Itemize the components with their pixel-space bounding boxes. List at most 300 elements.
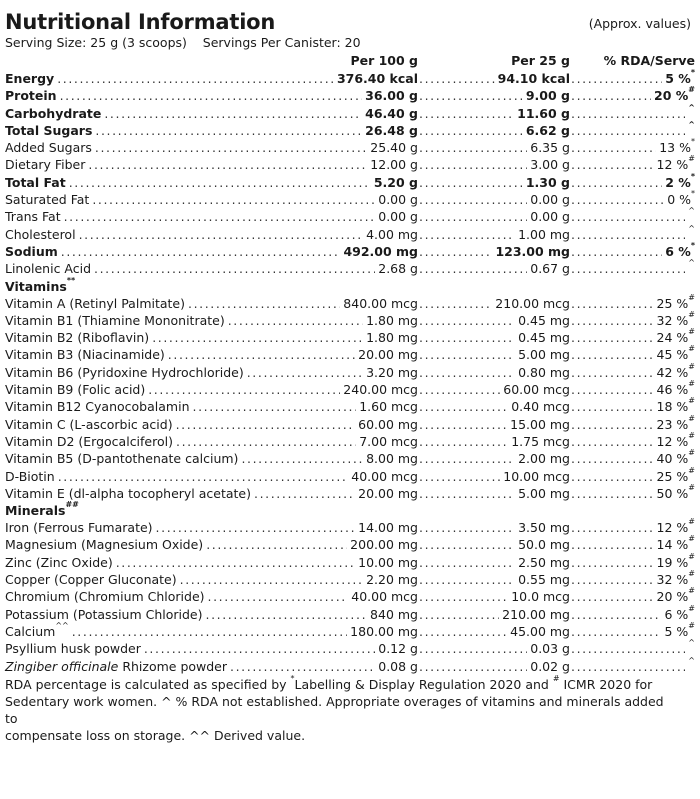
per25-value: 210.00 mg	[502, 606, 570, 622]
leader-dots	[143, 640, 375, 657]
nutrient-name	[5, 87, 57, 104]
rda-mark: #	[688, 396, 695, 406]
leader-dots	[570, 312, 654, 329]
nutrient-name-text: Trans Fat	[5, 209, 61, 225]
column-headers	[5, 52, 695, 70]
per100-value: 40.00 mcg	[351, 468, 418, 484]
per25-value: 0.55 mg	[518, 572, 570, 588]
name-mark: ^^	[55, 620, 69, 630]
per25-value: 0.00 g	[530, 192, 570, 208]
footnote-text-1a: RDA percentage is calculated as specified by	[5, 676, 291, 692]
nutrient-name-text: Vitamin B1 (Thiamine Mononitrate)	[5, 312, 225, 328]
leader-dots	[57, 468, 349, 485]
per100-value: 3.20 mg	[366, 364, 418, 380]
rda-mark: #	[688, 465, 695, 475]
per100-value: 8.00 mg	[366, 451, 418, 467]
per25-value: 11.60 g	[517, 105, 570, 121]
leader-dots	[179, 571, 363, 588]
leader-dots	[418, 433, 508, 450]
per100-value: 2.68 g	[378, 261, 418, 277]
per100-value: 840.00 mcg	[343, 295, 418, 311]
rda-mark: #	[688, 534, 695, 544]
nutrient-name-text: Vitamin B9 (Folic acid)	[5, 382, 146, 398]
nutrient-name	[5, 606, 203, 623]
per25-value: 1.30 g	[525, 174, 570, 190]
leader-dots	[418, 70, 495, 87]
nutrient-name	[5, 364, 244, 381]
nutrient-name	[5, 450, 238, 467]
nutrient-name-text: Protein	[5, 88, 57, 104]
footnote-text-1b: Labelling & Display Regulation 2020 and	[294, 676, 553, 692]
rda-text: 32 %	[656, 572, 689, 588]
leader-dots	[192, 398, 357, 415]
leader-dots	[570, 156, 654, 173]
rda-mark: ^	[688, 223, 695, 233]
leader-dots	[167, 346, 355, 363]
table-row	[5, 309, 695, 329]
nutrient-name	[5, 536, 203, 553]
per100-value: 1.80 mg	[366, 330, 418, 346]
rda-text: 42 %	[656, 364, 689, 380]
leader-dots	[570, 191, 664, 208]
table-row	[5, 655, 695, 675]
rda-mark: #	[688, 309, 695, 319]
nutrient-name-text: Psyllium husk powder	[5, 641, 141, 657]
rda-mark: #	[688, 430, 695, 440]
nutrient-name-text: Saturated Fat	[5, 192, 90, 208]
per25-value: 3.00 g	[530, 157, 570, 173]
leader-dots	[418, 450, 515, 467]
table-row	[5, 536, 695, 553]
leader-dots	[418, 364, 515, 381]
table-row	[5, 640, 695, 657]
leader-dots	[175, 416, 356, 433]
leader-dots	[570, 105, 685, 122]
leader-dots	[93, 260, 375, 277]
leader-dots	[418, 122, 523, 139]
nutrient-name-text: Potassium (Potassium Chloride)	[5, 606, 203, 622]
rda-mark: #	[688, 482, 695, 492]
per25-value: 0.40 mcg	[511, 399, 570, 415]
rda-text: 2 %	[665, 174, 691, 190]
rda-mark: #	[688, 292, 695, 302]
leader-dots	[418, 536, 515, 553]
leader-dots	[418, 139, 527, 156]
nutrient-name-text: Vitamin D2 (Ergocalciferol)	[5, 433, 173, 449]
nutrient-name-text: D-Biotin	[5, 468, 55, 484]
nutrient-name	[5, 122, 92, 139]
nutrient-name-text: Vitamin B5 (D-pantothenate calcium)	[5, 451, 239, 467]
per25-value: 6.35 g	[530, 140, 570, 156]
leader-dots	[418, 468, 500, 485]
table-row	[5, 102, 695, 122]
leader-dots	[570, 139, 656, 156]
nutrient-name	[5, 329, 149, 346]
table-row	[5, 119, 695, 139]
leader-dots	[78, 226, 364, 243]
leader-dots	[570, 295, 654, 312]
table-row	[5, 398, 695, 415]
rda-mark: ^	[688, 206, 695, 216]
rda-header: % RDA/Serve	[603, 53, 695, 68]
leader-dots	[418, 295, 492, 312]
table-row	[5, 381, 695, 398]
nutrient-name	[5, 519, 153, 536]
table-row	[5, 139, 695, 156]
page-title: Nutritional Information	[5, 10, 276, 34]
per100-value: 10.00 mg	[358, 554, 418, 570]
rda-text: 12 %	[656, 520, 689, 536]
rda-mark: #	[688, 448, 695, 458]
nutrient-name-text: Energy	[5, 71, 55, 86]
leader-dots	[240, 450, 363, 467]
nutrient-name-text: Carbohydrate	[5, 105, 102, 121]
nutrient-name-text: Cholesterol	[5, 226, 76, 242]
nutrient-name-text: Copper (Copper Gluconate)	[5, 572, 177, 588]
rda-mark: *	[691, 189, 695, 199]
footnote-line-2: Sedentary work women. ^ % RDA not established. Appropriate overages of vitamins and minerals added to	[5, 693, 664, 726]
nutrient-name-text: Vitamin B12 Cyanocobalamin	[5, 399, 190, 415]
rda-text: 25 %	[656, 468, 689, 484]
per100-value: 40.00 mcg	[351, 589, 418, 605]
leader-dots	[205, 536, 347, 553]
leader-dots	[94, 139, 367, 156]
leader-dots	[418, 588, 508, 605]
rda-text: 40 %	[656, 451, 689, 467]
leader-dots	[570, 364, 654, 381]
table-row	[5, 361, 695, 381]
rda-mark: #	[688, 551, 695, 561]
rda-mark: ^	[688, 655, 695, 665]
nutrient-name	[5, 105, 101, 122]
per100-value: 7.00 mcg	[359, 433, 418, 449]
per100-value: 1.80 mg	[366, 312, 418, 328]
nutrient-name-text: Vitamin C (L-ascorbic acid)	[5, 416, 173, 432]
leader-dots	[253, 485, 355, 502]
macro-rows	[5, 70, 695, 278]
rda-text: 19 %	[656, 554, 689, 570]
nutrient-name-text: Zinc (Zinc Oxide)	[5, 554, 113, 570]
rda-text: 20 %	[656, 589, 689, 605]
per100-value: 25.40 g	[370, 140, 418, 156]
rda-mark: *	[690, 68, 695, 77]
leader-dots	[418, 156, 527, 173]
footnote-line-1	[5, 673, 675, 693]
nutrient-name	[5, 312, 225, 329]
table-row	[5, 191, 695, 208]
leader-dots	[63, 208, 376, 225]
leader-dots	[175, 433, 356, 450]
leader-dots	[229, 658, 375, 675]
leader-dots	[570, 640, 685, 657]
table-row	[5, 450, 695, 467]
leader-dots	[418, 312, 515, 329]
nutrient-name	[5, 243, 58, 260]
leader-dots	[418, 416, 507, 433]
per25-value: 9.00 g	[525, 88, 570, 104]
rda-text: 20 %	[654, 88, 689, 104]
leader-dots	[91, 191, 375, 208]
leader-dots	[570, 226, 685, 243]
nutrient-name	[5, 191, 89, 208]
leader-dots	[570, 70, 662, 87]
table-row	[5, 70, 695, 87]
leader-dots	[418, 226, 515, 243]
rda-text: 14 %	[656, 537, 689, 553]
leader-dots	[60, 243, 341, 260]
footnote-line-3: compensate loss on storage. ^^ Derived value.	[5, 727, 306, 743]
title-row	[5, 6, 695, 34]
rda-mark: ^	[688, 102, 695, 112]
nutrient-name-text: Magnesium (Magnesium Oxide)	[5, 537, 204, 553]
leader-dots	[570, 658, 685, 675]
per100-value: 14.00 mg	[358, 520, 418, 536]
leader-dots	[418, 398, 508, 415]
rda-mark: *	[690, 240, 695, 250]
table-row	[5, 519, 695, 536]
nutrient-name-text: Vitamin E (dl-alpha tocopheryl acetate)	[5, 485, 251, 501]
table-row	[5, 571, 695, 588]
per100-value: 492.00 mg	[343, 243, 418, 259]
nutrient-name-text: Vitamin A (Retinyl Palmitate)	[5, 295, 185, 311]
per100-value: 0.00 g	[378, 209, 418, 225]
rda-text: 32 %	[656, 312, 689, 328]
per25-value: 10.0 mcg	[511, 589, 570, 605]
table-row	[5, 588, 695, 605]
rda-text: 6 %	[665, 243, 691, 259]
vitamin-rows	[5, 292, 695, 503]
leader-dots	[418, 658, 527, 675]
rda-value	[686, 655, 695, 675]
nutrient-name	[5, 295, 185, 312]
per25-value: 10.00 mcg	[503, 468, 570, 484]
minerals-heading	[5, 502, 695, 519]
per25-value: 60.00 mcg	[503, 382, 570, 398]
per100-value: 2.20 mg	[366, 572, 418, 588]
leader-dots	[570, 381, 654, 398]
rda-mark: #	[688, 413, 695, 423]
rda-mark: #	[688, 569, 695, 579]
leader-dots	[570, 329, 654, 346]
leader-dots	[207, 588, 349, 605]
rda-value	[655, 156, 695, 173]
nutrient-name	[5, 381, 145, 398]
minerals-title: Minerals	[5, 503, 66, 519]
table-row	[5, 465, 695, 485]
per25-value: 50.0 mg	[518, 537, 570, 553]
rda-mark: ^	[688, 119, 695, 129]
minerals-mark: ##	[65, 500, 79, 510]
nutrient-name	[5, 468, 55, 485]
per25-value: 0.45 mg	[518, 312, 570, 328]
rda-mark: *	[690, 171, 695, 181]
per25-value: 0.80 mg	[518, 364, 570, 380]
table-row	[5, 603, 695, 623]
leader-dots	[418, 243, 492, 260]
nutrient-name	[5, 658, 227, 675]
leader-dots	[570, 468, 654, 485]
rda-mark: #	[688, 344, 695, 354]
nutrient-name-text: Sodium	[5, 243, 58, 259]
per100-value: 0.12 g	[378, 641, 418, 657]
approx-note: (Approx. values)	[588, 16, 691, 31]
per100-value: 1.60 mcg	[359, 399, 418, 415]
leader-dots	[570, 260, 685, 277]
leader-dots	[570, 623, 661, 640]
table-row	[5, 551, 695, 571]
leader-dots	[418, 87, 523, 104]
vitamins-title: Vitamins	[5, 278, 67, 294]
leader-dots	[418, 105, 514, 122]
rda-mark: #	[688, 85, 695, 95]
nutrient-name-italic: Zingiber officinale	[5, 658, 119, 674]
rda-mark: #	[688, 517, 695, 527]
footnote	[5, 673, 695, 744]
per100-value: 26.48 g	[365, 122, 418, 138]
table-row	[5, 171, 695, 191]
per25-value: 1.00 mg	[518, 226, 570, 242]
rda-text: 23 %	[656, 416, 689, 432]
table-row	[5, 620, 695, 640]
leader-dots	[418, 381, 500, 398]
nutrient-name	[5, 554, 113, 571]
per100-value: 840 mg	[370, 606, 418, 622]
per25-value: 0.02 g	[530, 658, 570, 674]
leader-dots	[418, 640, 527, 657]
vitamins-heading	[5, 275, 695, 295]
name-column-header	[5, 52, 260, 70]
nutrient-name	[5, 433, 173, 450]
nutrient-name-text: Dietary Fiber	[5, 157, 86, 173]
per25-value: 1.75 mcg	[511, 433, 570, 449]
table-row	[5, 329, 695, 346]
table-row	[5, 156, 695, 173]
per25-value: 15.00 mg	[510, 416, 570, 432]
nutrient-name	[5, 416, 173, 433]
leader-dots	[418, 485, 515, 502]
leader-dots	[570, 485, 654, 502]
per100-value: 36.00 g	[365, 88, 418, 104]
nutrient-name	[5, 226, 76, 243]
table-row	[5, 208, 695, 225]
nutrient-name-text: Vitamin B6 (Pyridoxine Hydrochloride)	[5, 364, 244, 380]
nutrient-name	[5, 640, 141, 657]
rda-mark: #	[688, 620, 695, 630]
leader-dots	[418, 623, 507, 640]
per25-value: 5.00 mg	[518, 347, 570, 363]
per25-value: 45.00 mg	[510, 623, 570, 639]
nutrient-name	[5, 620, 69, 640]
leader-dots	[570, 519, 654, 536]
rda-text: 45 %	[656, 347, 689, 363]
leader-dots	[418, 329, 515, 346]
nutrient-name-text: Added Sugars	[5, 140, 92, 156]
leader-dots	[418, 346, 515, 363]
rda-text: 12 %	[656, 157, 689, 173]
nutrient-name	[5, 346, 165, 363]
mineral-rows	[5, 519, 695, 675]
vitamins-mark: **	[66, 275, 76, 285]
per100-value: 20.00 mg	[358, 485, 418, 501]
rda-text: 12 %	[656, 433, 689, 449]
leader-dots	[56, 70, 334, 87]
per100-value: 5.20 g	[373, 174, 418, 190]
rda-value	[652, 87, 695, 104]
per100-value: 240.00 mcg	[343, 382, 418, 398]
rda-text: 50 %	[656, 485, 689, 501]
leader-dots	[103, 105, 362, 122]
per25-value: 94.10 kcal	[497, 71, 570, 86]
leader-dots	[570, 243, 662, 260]
serving-info: Serving Size: 25 g (3 scoops) Servings Per Canister: 20	[5, 35, 361, 50]
rda-mark: #	[688, 361, 695, 371]
rda-value	[655, 450, 695, 467]
nutrient-name-text: Total Fat	[5, 174, 66, 190]
rda-value	[655, 482, 695, 502]
per100-value: 0.00 g	[378, 192, 418, 208]
per25-value: 0.03 g	[530, 641, 570, 657]
rda-text: 6 %	[664, 606, 689, 622]
nutrient-name	[5, 139, 92, 156]
rda-mark: #	[688, 379, 695, 389]
rda-mark: #	[688, 154, 695, 164]
leader-dots	[94, 122, 362, 139]
leader-dots	[418, 191, 527, 208]
leader-dots	[570, 554, 654, 571]
leader-dots	[71, 623, 347, 640]
per100-value: 180.00 mg	[350, 623, 418, 639]
leader-dots	[570, 174, 662, 191]
leader-dots	[68, 174, 371, 191]
leader-dots	[227, 312, 363, 329]
per25-value: 2.50 mg	[518, 554, 570, 570]
rda-value	[655, 588, 695, 605]
leader-dots	[59, 87, 363, 104]
leader-dots	[155, 519, 356, 536]
per25-value: 123.00 mg	[495, 243, 570, 259]
per100-value: 12.00 g	[370, 157, 418, 173]
rda-mark: *	[691, 137, 695, 147]
per100-value: 4.00 mg	[366, 226, 418, 242]
nutrient-name-text: Chromium (Chromium Chloride)	[5, 589, 205, 605]
leader-dots	[418, 208, 527, 225]
nutrient-name	[5, 398, 190, 415]
nutrient-name-text: Vitamin B2 (Riboflavin)	[5, 330, 150, 346]
per25-value: 5.00 mg	[518, 485, 570, 501]
nutrient-name	[5, 588, 205, 605]
rda-mark: #	[688, 603, 695, 613]
rda-mark: #	[688, 586, 695, 596]
leader-dots	[570, 433, 654, 450]
leader-dots	[187, 295, 340, 312]
leader-dots	[570, 416, 654, 433]
leader-dots	[570, 606, 661, 623]
leader-dots	[87, 156, 367, 173]
per100-value: 200.00 mg	[350, 537, 418, 553]
per25-value: 0.67 g	[530, 261, 570, 277]
per100-value: 60.00 mg	[358, 416, 418, 432]
rda-text: 25 %	[656, 295, 689, 311]
leader-dots	[418, 606, 499, 623]
table-row	[5, 223, 695, 243]
per25-value: 0.00 g	[530, 209, 570, 225]
leader-dots	[418, 174, 523, 191]
leader-dots	[418, 571, 515, 588]
per100-value: 376.40 kcal	[336, 71, 418, 86]
nutrient-name	[5, 156, 85, 173]
leader-dots	[147, 381, 340, 398]
leader-dots	[570, 87, 651, 104]
